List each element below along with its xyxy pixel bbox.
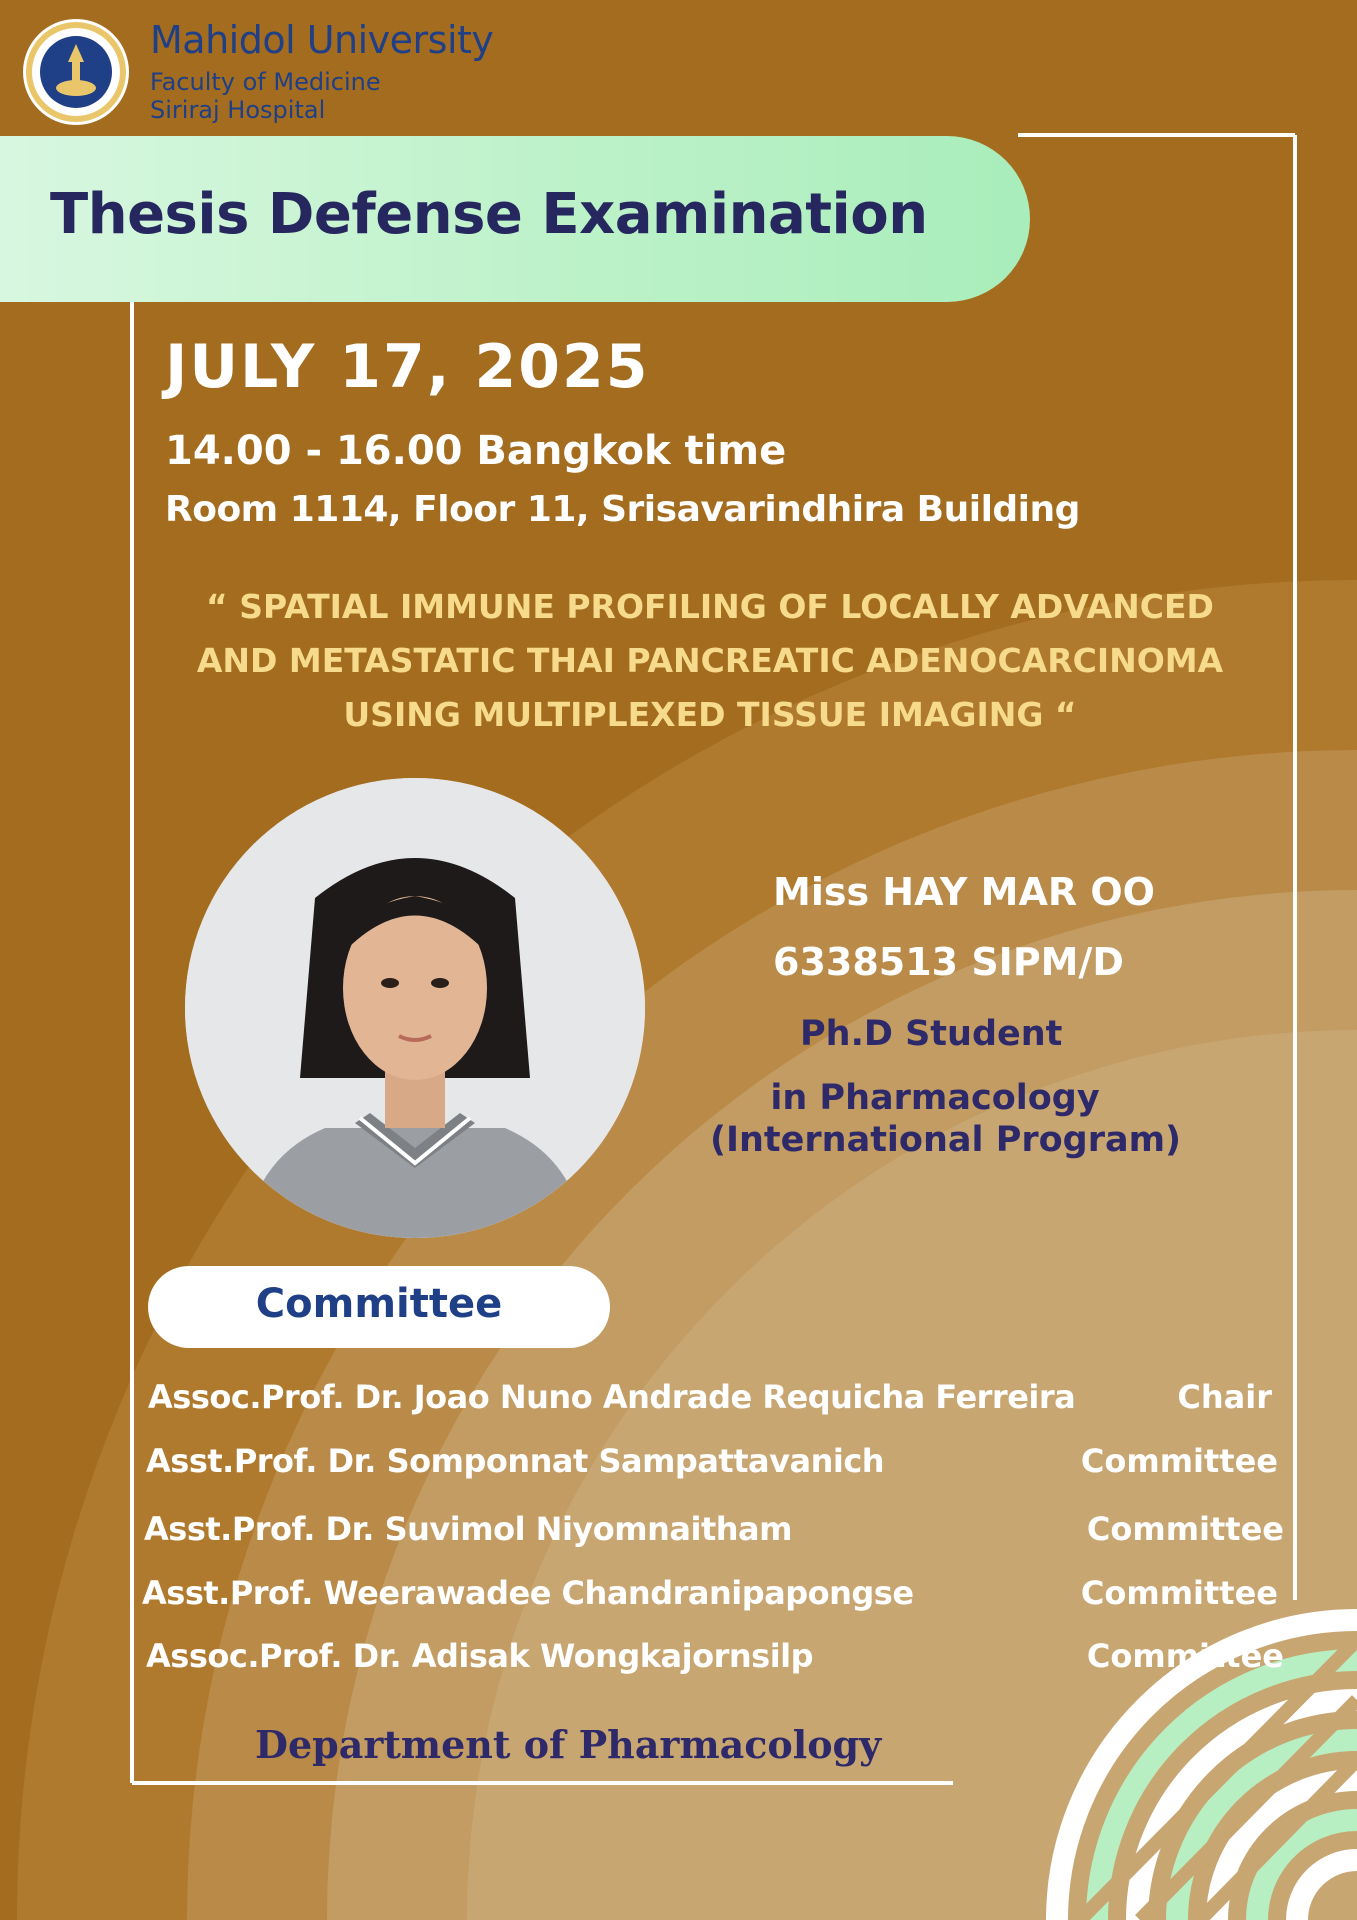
committee-member-role: Chair: [1177, 1378, 1272, 1416]
committee-member-name: Asst.Prof. Dr. Suvimol Niyomnaitham: [144, 1510, 792, 1548]
page-title: Thesis Defense Examination: [50, 182, 928, 247]
event-room: Room 1114, Floor 11, Srisavarindhira Building: [165, 489, 1080, 530]
program-line-1: in Pharmacology: [770, 1078, 1100, 1118]
student-photo: [185, 778, 645, 1238]
student-id: 6338513 SIPM/D: [773, 940, 1124, 984]
thesis-title-line-3: USING MULTIPLEXED TISSUE IMAGING “: [343, 695, 1077, 734]
department-name: Department of Pharmacology: [255, 1722, 882, 1767]
thesis-title-line-2: AND METASTATIC THAI PANCREATIC ADENOCARCINOMA: [196, 641, 1224, 680]
committee-member-role: Committee: [1080, 1574, 1278, 1612]
event-time: 14.00 - 16.00 Bangkok time: [165, 428, 787, 474]
committee-heading: Committee: [255, 1281, 503, 1327]
thesis-title-line-1: “ SPATIAL IMMUNE PROFILING OF LOCALLY ADVANCED: [206, 587, 1214, 626]
mahidol-university-logo: [22, 18, 130, 126]
event-date: JULY 17, 2025: [165, 332, 650, 402]
committee-member-name: Asst.Prof. Dr. Somponnat Sampattavanich: [146, 1442, 885, 1480]
student-degree: Ph.D Student: [800, 1014, 1063, 1054]
faculty-line-1: Faculty of Medicine: [150, 68, 381, 96]
committee-member-role: Committee: [1086, 1637, 1284, 1675]
committee-member-name: Assoc.Prof. Dr. Adisak Wongkajornsilp: [146, 1637, 814, 1675]
student-program: [710, 1077, 1182, 1161]
university-name: Mahidol University: [150, 18, 494, 62]
student-name: Miss HAY MAR OO: [773, 870, 1155, 914]
committee-member-role: Committee: [1086, 1510, 1284, 1548]
faculty-name: [150, 68, 381, 124]
thesis-title: [150, 580, 1270, 742]
committee-member-role: Committee: [1080, 1442, 1278, 1480]
program-line-2: (International Program): [710, 1120, 1182, 1160]
faculty-line-2: Siriraj Hospital: [150, 96, 326, 124]
committee-member-name: Assoc.Prof. Dr. Joao Nuno Andrade Requicha Ferreira: [148, 1378, 1076, 1416]
committee-member-name: Asst.Prof. Weerawadee Chandranipapongse: [142, 1574, 914, 1612]
